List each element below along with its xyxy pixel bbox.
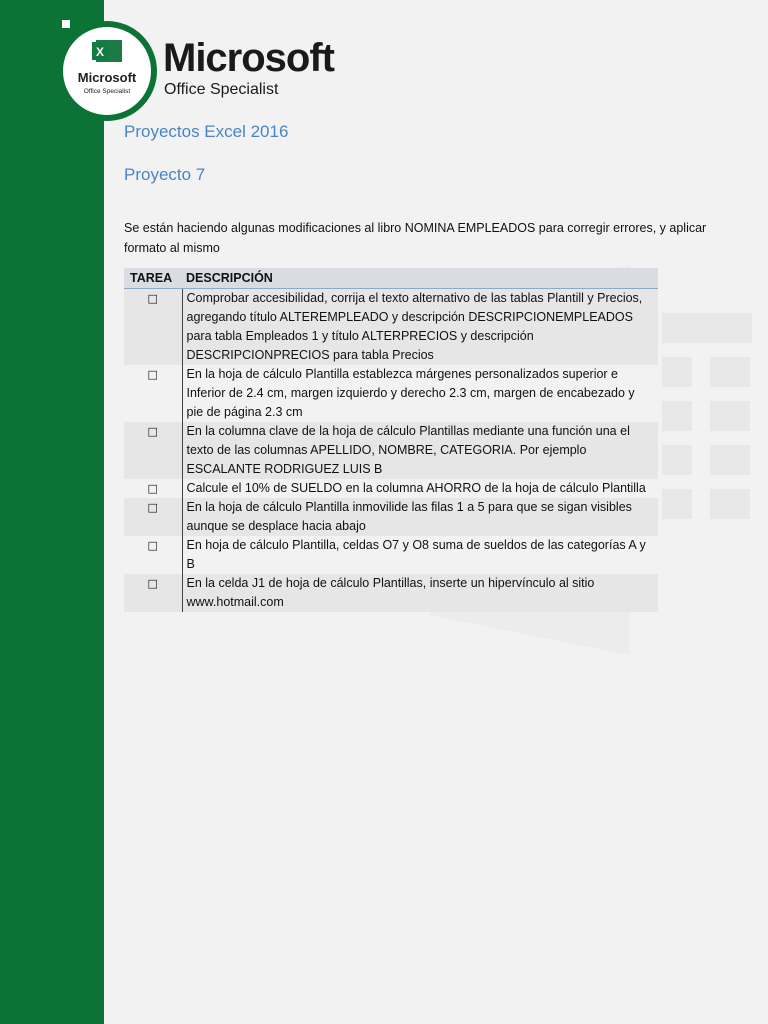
task-description: En la hoja de cálculo Plantilla establezca márgenes personalizados superior e Inferior de 2.4 cm, margen izquierdo y derecho 2.3 cm, margen de encabezado y pie de página 2.3 cm bbox=[182, 365, 658, 422]
table-header-row bbox=[124, 268, 658, 289]
intro-paragraph: Se están haciendo algunas modificaciones al libro NOMINA EMPLEADOS para corregir errores, y aplicar formato al mismo bbox=[124, 221, 707, 255]
badge-excel-letter: X bbox=[95, 45, 105, 59]
table-row bbox=[124, 479, 658, 498]
table-row bbox=[124, 498, 658, 536]
task-checkbox[interactable]: □ bbox=[124, 365, 182, 422]
table-row bbox=[124, 365, 658, 422]
table-row bbox=[124, 536, 658, 574]
task-description: Calcule el 10% de SUELDO en la columna AHORRO de la hoja de cálculo Plantilla bbox=[182, 479, 658, 498]
table-row bbox=[124, 422, 658, 479]
header-tarea: TAREA bbox=[124, 268, 182, 289]
task-checkbox[interactable]: □ bbox=[124, 498, 182, 536]
course-title: Proyectos Excel 2016 bbox=[124, 122, 289, 141]
task-checkbox[interactable]: □ bbox=[124, 574, 182, 612]
task-description: En hoja de cálculo Plantilla, celdas O7 y O8 suma de sueldos de las categorías A y B bbox=[182, 536, 658, 574]
brand-subtitle: Office Specialist bbox=[164, 81, 279, 98]
task-checkbox[interactable]: □ bbox=[124, 422, 182, 479]
task-table bbox=[124, 268, 658, 612]
table-row bbox=[124, 289, 658, 366]
task-checkbox[interactable]: □ bbox=[124, 289, 182, 366]
task-checkbox[interactable]: □ bbox=[124, 479, 182, 498]
task-description: Comprobar accesibilidad, corrija el texto alternativo de las tablas Plantill y Precios, agregando título ALTEREMPLEADO y descripción DESCRIPCIONEMPLEADOS para tabla Empleados 1 y título ALTERPRECIOS y descripción DESCRIPCIONPRECIOS para tabla Precios bbox=[182, 289, 658, 366]
mos-badge-logo bbox=[54, 14, 160, 124]
task-checkbox[interactable]: □ bbox=[124, 536, 182, 574]
task-description: En la columna clave de la hoja de cálculo Plantillas mediante una función una el texto de las columnas APELLIDO, NOMBRE, CATEGORIA. Por ejemplo ESCALANTE RODRIGUEZ LUIS B bbox=[182, 422, 658, 479]
badge-sub-text: Office Specialist bbox=[83, 88, 131, 95]
header-descripcion: DESCRIPCIÓN bbox=[182, 268, 658, 289]
task-description: En la hoja de cálculo Plantilla inmovilide las filas 1 a 5 para que se sigan visibles aunque se desplace hacia abajo bbox=[182, 498, 658, 536]
brand-name: Microsoft bbox=[163, 36, 334, 80]
project-title: Proyecto 7 bbox=[124, 165, 206, 184]
task-description: En la celda J1 de hoja de cálculo Plantillas, inserte un hipervínculo al sitio www.hotmail.com bbox=[182, 574, 658, 612]
table-row bbox=[124, 574, 658, 612]
left-green-bar bbox=[0, 0, 104, 1024]
badge-brand-text: Microsoft bbox=[77, 70, 137, 85]
